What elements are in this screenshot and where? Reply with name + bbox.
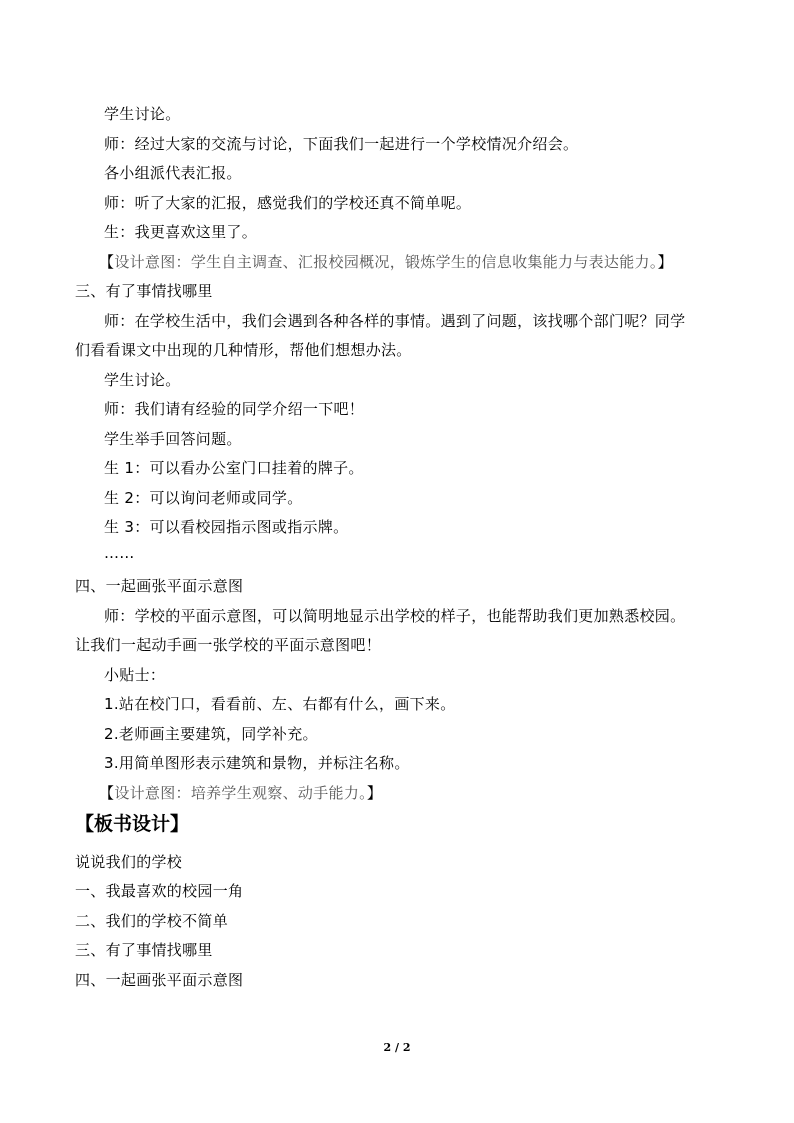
paragraph-line: 师：经过大家的交流与讨论，下面我们一起进行一个学校情况介绍会。 <box>104 135 579 153</box>
paragraph-line: 师：在学校生活中，我们会遇到各种各样的事情。遇到了问题，该找哪个部门呢？同学 <box>104 312 686 330</box>
tip-item: 3.用简单图形表示建筑和景物，并标注名称。 <box>104 754 410 772</box>
design-note-text: 设计意图：学生自主调查、汇报校园概况，锻炼学生的信息收集能力与表达能力。 <box>114 253 658 271</box>
design-note-text: 设计意图：培养学生观察、动手能力。 <box>114 784 367 802</box>
design-note <box>99 783 382 803</box>
paragraph-line: 生 1：可以看办公室门口挂着的牌子。 <box>104 459 364 477</box>
paragraph-line: 生：我更喜欢这里了。 <box>104 223 258 241</box>
paragraph-line: 生 3：可以看校园指示图或指示牌。 <box>104 518 349 536</box>
board-title: 说说我们的学校 <box>75 853 183 871</box>
paragraph-line: 师：学校的平面示意图，可以简明地显示出学校的样子，也能帮助我们更加熟悉校园。 <box>104 607 686 625</box>
paragraph-line: 让我们一起动手画一张学校的平面示意图吧！ <box>75 636 382 654</box>
section-title: 四、一起画张平面示意图 <box>75 577 244 595</box>
tips-label: 小贴士： <box>104 666 166 684</box>
board-item: 四、一起画张平面示意图 <box>75 971 244 989</box>
bracket-open: 【 <box>99 253 115 271</box>
board-item: 二、我们的学校不简单 <box>75 912 229 930</box>
board-item: 三、有了事情找哪里 <box>75 941 213 959</box>
paragraph-line: 学生讨论。 <box>104 105 181 123</box>
section-title: 三、有了事情找哪里 <box>75 282 213 300</box>
tip-item: 2.老师画主要建筑，同学补充。 <box>104 725 318 743</box>
paragraph-line: 师：我们请有经验的同学介绍一下吧！ <box>104 400 365 418</box>
board-item: 一、我最喜欢的校园一角 <box>75 882 244 900</box>
board-heading: 【板书设计】 <box>75 813 190 835</box>
paragraph-line: 各小组派代表汇报。 <box>104 164 242 182</box>
bracket-close: 】 <box>366 784 383 802</box>
paragraph-line: 学生举手回答问题。 <box>104 430 242 448</box>
paragraph-line: 学生讨论。 <box>104 371 181 389</box>
page-number: 2 / 2 <box>383 1041 411 1054</box>
tip-item: 1.站在校门口，看看前、左、右都有什么，画下来。 <box>104 695 456 713</box>
ellipsis: …… <box>104 544 135 562</box>
paragraph-line: 师：听了大家的汇报，感觉我们的学校还真不简单呢。 <box>104 194 472 212</box>
paragraph-line: 们看看课文中出现的几种情形，帮他们想想办法。 <box>75 341 412 359</box>
bracket-open: 【 <box>99 784 115 802</box>
design-note <box>99 252 673 272</box>
bracket-close: 】 <box>657 253 673 271</box>
paragraph-line: 生 2：可以询问老师或同学。 <box>104 489 303 507</box>
